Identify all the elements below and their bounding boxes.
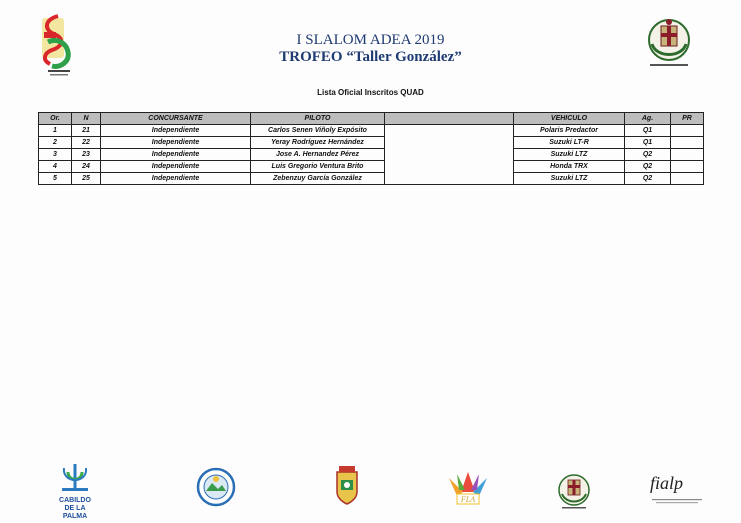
- col-concursante: CONCURSANTE: [101, 113, 251, 125]
- cabildo-emblem-icon: [52, 462, 98, 492]
- event-title: I SLALOM ADEA 2019: [296, 32, 445, 48]
- cell-n: 25: [72, 173, 101, 185]
- cell-or: 5: [39, 173, 72, 185]
- trophy-title: TROFEO “Taller González”: [279, 49, 462, 65]
- cell-vehiculo: Honda TRX: [514, 161, 625, 173]
- col-vehiculo: VEHICULO: [514, 113, 625, 125]
- cell-blank: [385, 125, 514, 185]
- cell-n: 23: [72, 149, 101, 161]
- cell-or: 3: [39, 149, 72, 161]
- cell-piloto: Luis Gregorio Ventura Brito: [251, 161, 385, 173]
- cell-or: 4: [39, 161, 72, 173]
- cell-ag: Q2: [625, 149, 671, 161]
- cell-vehiculo: Suzuki LTZ: [514, 149, 625, 161]
- cabildo-line1: CABILDO: [59, 497, 91, 504]
- cell-piloto: Jose A. Hernandez Pérez: [251, 149, 385, 161]
- col-n: N: [72, 113, 101, 125]
- cell-or: 1: [39, 125, 72, 137]
- cell-ag: Q1: [625, 125, 671, 137]
- cell-ag: Q1: [625, 137, 671, 149]
- cell-piloto: Yeray Rodríguez Hernández: [251, 137, 385, 149]
- cell-vehiculo: Suzuki LT-R: [514, 137, 625, 149]
- cell-concursante: Independiente: [101, 137, 251, 149]
- cell-ag: Q2: [625, 173, 671, 185]
- cell-piloto: Carlos Senen Viñoly Expósito: [251, 125, 385, 137]
- svg-text:FLA: FLA: [460, 495, 476, 504]
- cell-pr: [671, 137, 704, 149]
- federation-crest-small-icon: [554, 472, 594, 512]
- cell-n: 21: [72, 125, 101, 137]
- cell-pr: [671, 161, 704, 173]
- col-blank: [385, 113, 514, 125]
- round-seal-icon: [196, 467, 236, 507]
- cabildo-logo: [52, 462, 98, 520]
- cell-pr: [671, 149, 704, 161]
- cell-concursante: Independiente: [101, 173, 251, 185]
- fialp-wordmark: fialp: [650, 473, 684, 493]
- table-row: [39, 125, 704, 137]
- table-header-row: [39, 113, 704, 125]
- table-row: [39, 149, 704, 161]
- cell-ag: Q2: [625, 161, 671, 173]
- cell-concursante: Independiente: [101, 125, 251, 137]
- cell-concursante: Independiente: [101, 149, 251, 161]
- cell-vehiculo: Suzuki LTZ: [514, 173, 625, 185]
- col-piloto: PILOTO: [251, 113, 385, 125]
- cell-pr: [671, 173, 704, 185]
- table-row: [39, 161, 704, 173]
- cell-concursante: Independiente: [101, 161, 251, 173]
- cell-vehiculo: Polaris Predactor: [514, 125, 625, 137]
- entries-table: [38, 112, 704, 185]
- list-title: Lista Oficial Inscritos QUAD: [317, 88, 424, 97]
- table-row: [39, 137, 704, 149]
- town-coat-of-arms-icon: [333, 464, 361, 506]
- cabildo-line2: DE LA PALMA: [62, 505, 88, 520]
- col-ag: Ag.: [625, 113, 671, 125]
- cell-pr: [671, 125, 704, 137]
- fialp-caption-icon: [650, 497, 706, 505]
- col-pr: PR: [671, 113, 704, 125]
- cell-piloto: Zebenzuy García González: [251, 173, 385, 185]
- fialp-logo: [650, 474, 706, 510]
- fla-logo-icon: [443, 468, 493, 508]
- cell-or: 2: [39, 137, 72, 149]
- cell-n: 22: [72, 137, 101, 149]
- table-row: [39, 173, 704, 185]
- col-or: Or.: [39, 113, 72, 125]
- cell-n: 24: [72, 161, 101, 173]
